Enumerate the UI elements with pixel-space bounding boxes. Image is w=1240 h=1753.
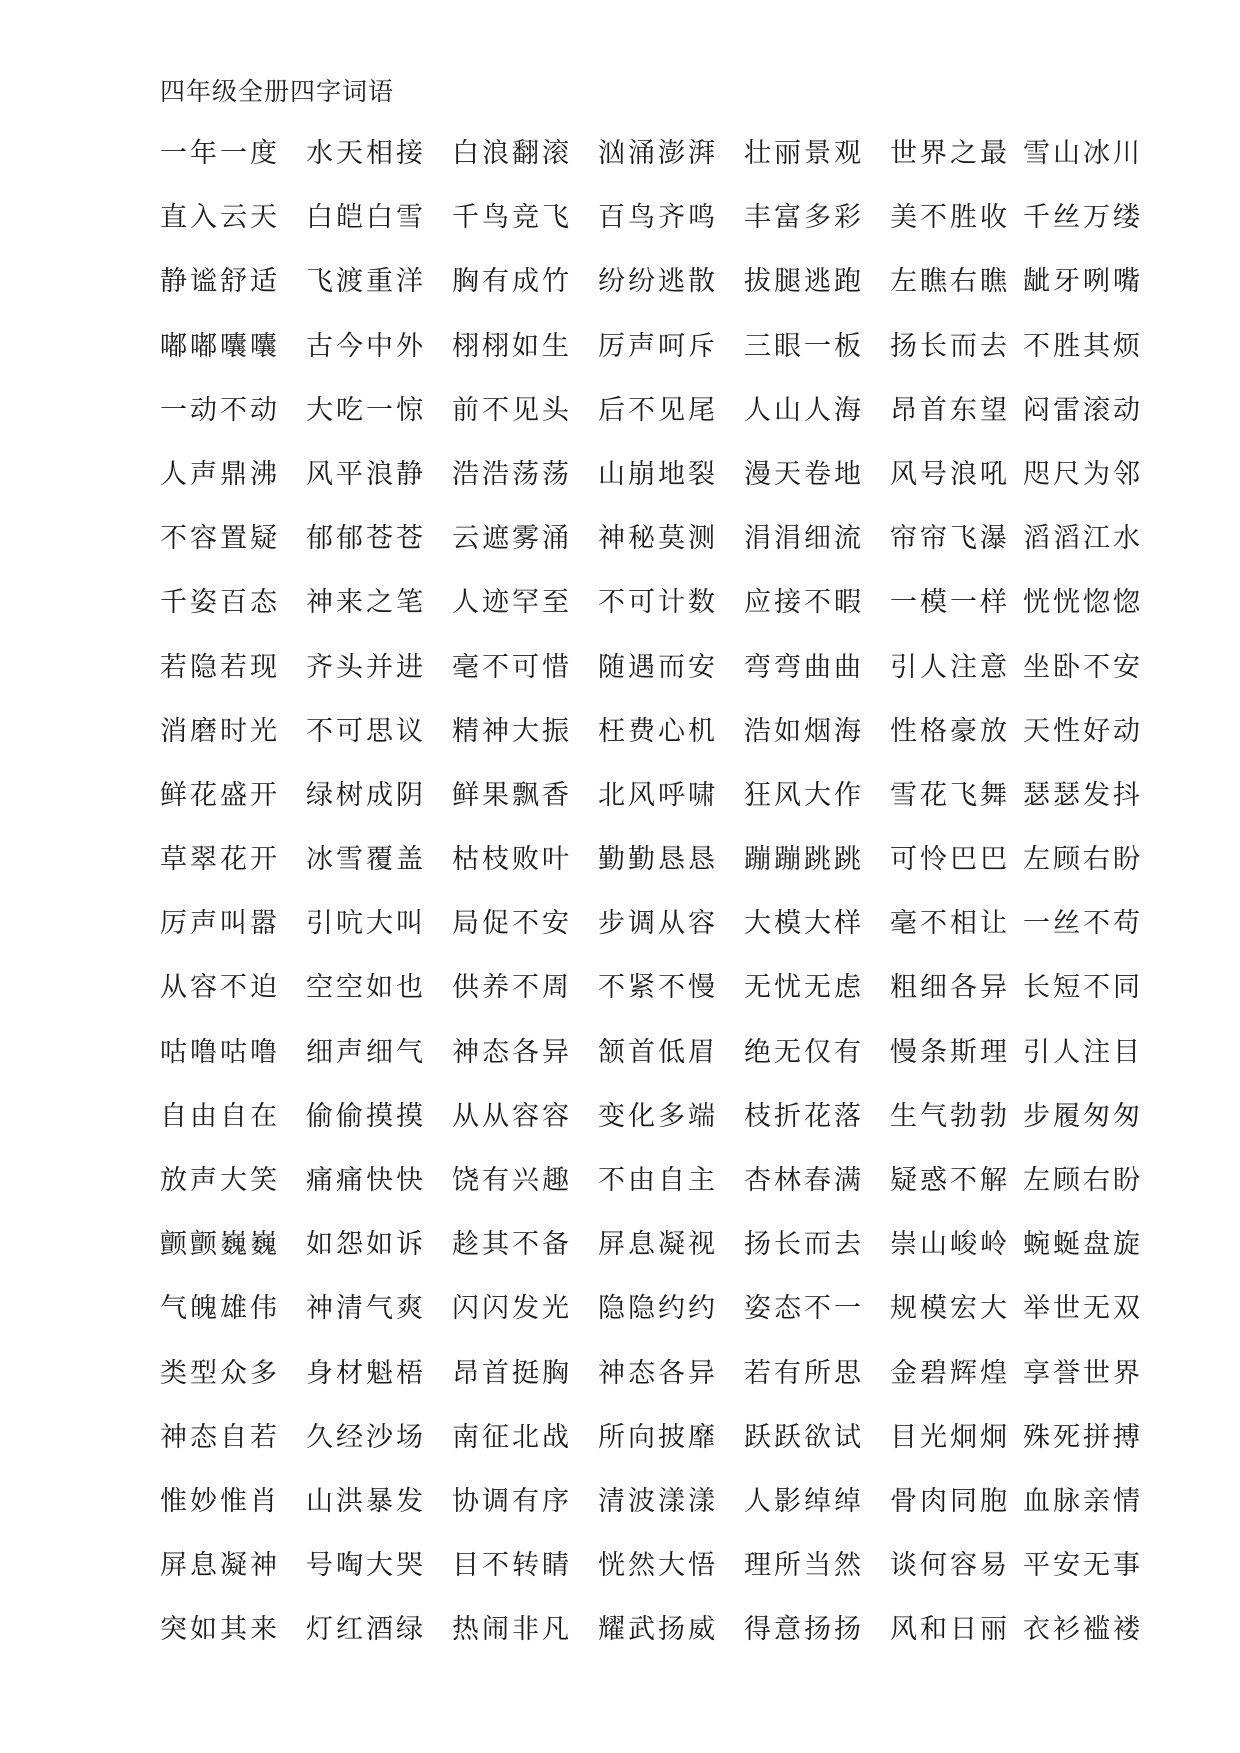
word-cell: 左瞧右瞧: [890, 266, 1010, 298]
word-cell: 目不转睛: [452, 1550, 572, 1582]
word-cell: 美不胜收: [890, 202, 1010, 234]
word-cell: 供养不周: [452, 972, 572, 1004]
word-cell: 山崩地裂: [598, 458, 718, 490]
word-cell: 消磨时光: [160, 715, 280, 747]
word-grid: [160, 134, 1160, 1675]
word-cell: 热闹非凡: [452, 1614, 572, 1646]
word-cell: 饶有兴趣: [452, 1165, 572, 1196]
word-cell: 直入云天: [160, 202, 280, 234]
word-cell: 扬长而去: [890, 330, 1010, 362]
word-cell: 趁其不备: [452, 1229, 572, 1261]
word-cell: 天性好动: [1023, 715, 1143, 747]
word-cell: 丰富多彩: [744, 202, 864, 234]
word-cell: 一模一样: [890, 587, 1010, 619]
word-cell: 栩栩如生: [452, 330, 572, 362]
word-cell: 南征北战: [452, 1421, 572, 1453]
word-cell: 帘帘飞瀑: [890, 523, 1010, 555]
word-cell: 鲜花盛开: [160, 779, 280, 811]
word-cell: 屏息凝视: [598, 1229, 718, 1261]
word-cell: 蹦蹦跳跳: [744, 844, 864, 876]
word-cell: 疑惑不解: [890, 1165, 1010, 1196]
word-cell: 厉声呵斥: [598, 330, 718, 362]
word-cell: 引吭大叫: [306, 908, 426, 940]
word-cell: 可怜巴巴: [890, 844, 1010, 876]
word-cell: 千丝万缕: [1023, 202, 1143, 234]
word-cell: 纷纷逃散: [598, 266, 718, 298]
word-cell: 前不见头: [452, 394, 572, 426]
word-cell: 左顾右盼: [1023, 844, 1143, 876]
word-cell: 理所当然: [744, 1550, 864, 1582]
word-cell: 世界之最: [890, 138, 1010, 169]
word-cell: 粗细各异: [890, 972, 1010, 1004]
word-cell: 水天相接: [306, 138, 426, 169]
word-cell: 应接不暇: [744, 587, 864, 619]
word-cell: 引人注目: [1023, 1036, 1143, 1068]
word-cell: 鲜果飘香: [452, 779, 572, 811]
word-cell: 不可计数: [598, 587, 718, 619]
word-cell: 不胜其烦: [1023, 330, 1143, 362]
word-cell: 颤颤巍巍: [160, 1229, 280, 1261]
word-cell: 一年一度: [160, 138, 280, 169]
word-cell: 空空如也: [306, 972, 426, 1004]
word-cell: 枝折花落: [744, 1100, 864, 1132]
word-cell: 厉声叫嚣: [160, 908, 280, 940]
word-cell: 古今中外: [306, 330, 426, 362]
word-cell: 嘟嘟囔囔: [160, 330, 280, 362]
word-cell: 枉费心机: [598, 715, 718, 747]
word-cell: 规模宏大: [890, 1293, 1010, 1325]
word-cell: 平安无事: [1023, 1550, 1143, 1582]
word-cell: 若有所思: [744, 1357, 864, 1389]
word-cell: 耀武扬威: [598, 1614, 718, 1646]
word-cell: 扬长而去: [744, 1229, 864, 1261]
word-cell: 无忧无虑: [744, 972, 864, 1004]
word-cell: 举世无双: [1023, 1293, 1143, 1325]
word-cell: 静谧舒适: [160, 266, 280, 298]
word-cell: 枯枝败叶: [452, 844, 572, 876]
word-cell: 姿态不一: [744, 1293, 864, 1325]
word-cell: 闪闪发光: [452, 1293, 572, 1325]
word-cell: 精神大振: [452, 715, 572, 747]
word-cell: 偷偷摸摸: [306, 1100, 426, 1132]
word-cell: 衣衫褴褛: [1023, 1614, 1143, 1646]
word-cell: 风和日丽: [890, 1614, 1010, 1646]
word-cell: 昂首东望: [890, 394, 1010, 426]
word-cell: 谈何容易: [890, 1550, 1010, 1582]
word-cell: 勤勤恳恳: [598, 844, 718, 876]
word-cell: 神态各异: [452, 1036, 572, 1068]
word-cell: 从容不迫: [160, 972, 280, 1004]
word-cell: 金碧辉煌: [890, 1357, 1010, 1389]
word-cell: 目光炯炯: [890, 1421, 1010, 1453]
word-cell: 绝无仅有: [744, 1036, 864, 1068]
word-cell: 协调有序: [452, 1485, 572, 1517]
word-cell: 神态自若: [160, 1421, 280, 1453]
word-cell: 身材魁梧: [306, 1357, 426, 1389]
word-cell: 千姿百态: [160, 587, 280, 619]
word-cell: 拔腿逃跑: [744, 266, 864, 298]
word-cell: 变化多端: [598, 1100, 718, 1132]
word-cell: 草翠花开: [160, 844, 280, 876]
word-cell: 骨肉同胞: [890, 1485, 1010, 1517]
word-cell: 雪花飞舞: [890, 779, 1010, 811]
word-cell: 齐头并进: [306, 651, 426, 683]
word-cell: 北风呼啸: [598, 779, 718, 811]
word-cell: 漫天卷地: [744, 458, 864, 490]
word-cell: 号啕大哭: [306, 1550, 426, 1582]
word-cell: 引人注意: [890, 651, 1010, 683]
word-cell: 神清气爽: [306, 1293, 426, 1325]
word-cell: 蜿蜒盘旋: [1023, 1229, 1143, 1261]
word-cell: 冰雪覆盖: [306, 844, 426, 876]
word-cell: 白皑白雪: [306, 202, 426, 234]
document-title: 四年级全册四字词语: [160, 77, 395, 106]
word-cell: 千鸟竞飞: [452, 202, 572, 234]
word-cell: 性格豪放: [890, 715, 1010, 747]
word-cell: 飞渡重洋: [306, 266, 426, 298]
word-cell: 不容置疑: [160, 523, 280, 555]
word-cell: 咫尺为邻: [1023, 458, 1143, 490]
word-cell: 风号浪吼: [890, 458, 1010, 490]
word-cell: 浩浩荡荡: [452, 458, 572, 490]
word-cell: 云遮雾涌: [452, 523, 572, 555]
word-cell: 闷雷滚动: [1023, 394, 1143, 426]
word-cell: 郁郁苍苍: [306, 523, 426, 555]
word-cell: 三眼一板: [744, 330, 864, 362]
word-cell: 血脉亲情: [1023, 1485, 1143, 1517]
word-cell: 突如其来: [160, 1614, 280, 1646]
word-cell: 从从容容: [452, 1100, 572, 1132]
word-cell: 滔滔江水: [1023, 523, 1143, 555]
word-cell: 崇山峻岭: [890, 1229, 1010, 1261]
word-cell: 灯红酒绿: [306, 1614, 426, 1646]
word-cell: 涓涓细流: [744, 523, 864, 555]
word-cell: 雪山冰川: [1023, 138, 1143, 169]
word-cell: 神来之笔: [306, 587, 426, 619]
word-cell: 神态各异: [598, 1357, 718, 1389]
word-cell: 颔首低眉: [598, 1036, 718, 1068]
word-cell: 风平浪静: [306, 458, 426, 490]
word-cell: 左顾右盼: [1023, 1165, 1143, 1196]
word-cell: 气魄雄伟: [160, 1293, 280, 1325]
word-cell: 昂首挺胸: [452, 1357, 572, 1389]
word-cell: 跃跃欲试: [744, 1421, 864, 1453]
word-cell: 长短不同: [1023, 972, 1143, 1004]
word-cell: 恍然大悟: [598, 1550, 718, 1582]
word-cell: 放声大笑: [160, 1165, 280, 1196]
word-cell: 痛痛快快: [306, 1165, 426, 1196]
word-cell: 如怨如诉: [306, 1229, 426, 1261]
word-cell: 绿树成阴: [306, 779, 426, 811]
word-cell: 后不见尾: [598, 394, 718, 426]
word-cell: 步履匆匆: [1023, 1100, 1143, 1132]
word-cell: 浩如烟海: [744, 715, 864, 747]
word-cell: 若隐若现: [160, 651, 280, 683]
word-cell: 壮丽景观: [744, 138, 864, 169]
word-cell: 步调从容: [598, 908, 718, 940]
word-cell: 恍恍惚惚: [1023, 587, 1143, 619]
word-cell: 大模大样: [744, 908, 864, 940]
word-cell: 一动不动: [160, 394, 280, 426]
word-cell: 细声细气: [306, 1036, 426, 1068]
word-cell: 类型众多: [160, 1357, 280, 1389]
word-cell: 自由自在: [160, 1100, 280, 1132]
word-cell: 大吃一惊: [306, 394, 426, 426]
word-cell: 人山人海: [744, 394, 864, 426]
word-cell: 生气勃勃: [890, 1100, 1010, 1132]
word-cell: 弯弯曲曲: [744, 651, 864, 683]
word-cell: 慢条斯理: [890, 1036, 1010, 1068]
word-cell: 殊死拼搏: [1023, 1421, 1143, 1453]
word-cell: 人影绰绰: [744, 1485, 864, 1517]
word-cell: 瑟瑟发抖: [1023, 779, 1143, 811]
word-cell: 龇牙咧嘴: [1023, 266, 1143, 298]
word-cell: 毫不可惜: [452, 651, 572, 683]
word-cell: 随遇而安: [598, 651, 718, 683]
word-cell: 神秘莫测: [598, 523, 718, 555]
word-cell: 坐卧不安: [1023, 651, 1143, 683]
word-cell: 清波漾漾: [598, 1485, 718, 1517]
word-cell: 人声鼎沸: [160, 458, 280, 490]
word-cell: 所向披靡: [598, 1421, 718, 1453]
word-cell: 得意扬扬: [744, 1614, 864, 1646]
word-cell: 久经沙场: [306, 1421, 426, 1453]
word-cell: 一丝不苟: [1023, 908, 1143, 940]
word-cell: 百鸟齐鸣: [598, 202, 718, 234]
word-cell: 惟妙惟肖: [160, 1485, 280, 1517]
word-cell: 不紧不慢: [598, 972, 718, 1004]
word-cell: 局促不安: [452, 908, 572, 940]
word-cell: 不可思议: [306, 715, 426, 747]
word-cell: 毫不相让: [890, 908, 1010, 940]
word-cell: 白浪翻滚: [452, 138, 572, 169]
word-cell: 人迹罕至: [452, 587, 572, 619]
word-cell: 山洪暴发: [306, 1485, 426, 1517]
word-cell: 狂风大作: [744, 779, 864, 811]
word-cell: 享誉世界: [1023, 1357, 1143, 1389]
word-cell: 杏林春满: [744, 1165, 864, 1196]
word-cell: 不由自主: [598, 1165, 718, 1196]
word-cell: 汹涌澎湃: [598, 138, 718, 169]
word-cell: 胸有成竹: [452, 266, 572, 298]
word-cell: 咕噜咕噜: [160, 1036, 280, 1068]
word-cell: 隐隐约约: [598, 1293, 718, 1325]
word-cell: 屏息凝神: [160, 1550, 280, 1582]
